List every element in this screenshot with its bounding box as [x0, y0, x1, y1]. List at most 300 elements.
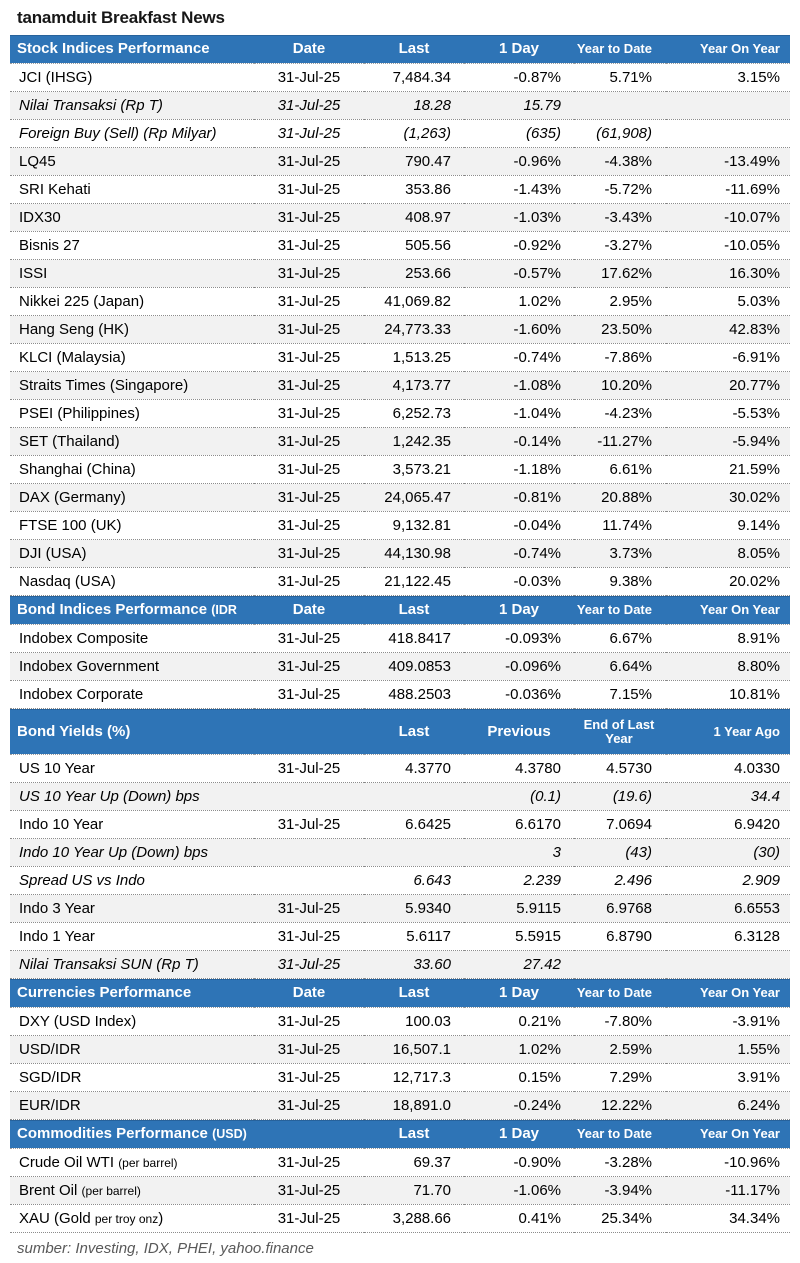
cell: 5.03%	[666, 288, 790, 316]
row-label: Nikkei 225 (Japan)	[10, 288, 254, 316]
column-header: Previous	[464, 710, 574, 755]
cell: 20.02%	[666, 568, 790, 596]
column-header: 1 Day	[464, 980, 574, 1008]
row-label: Indo 10 Year Up (Down) bps	[10, 839, 254, 867]
cell: 10.81%	[666, 681, 790, 709]
cell: 6.6170	[464, 811, 574, 839]
table-row	[10, 456, 790, 484]
cell: 31-Jul-25	[254, 204, 364, 232]
cell: -1.06%	[464, 1177, 574, 1205]
row-label: XAU (Gold per troy onz)	[10, 1205, 254, 1233]
table-row	[10, 484, 790, 512]
row-label: FTSE 100 (UK)	[10, 512, 254, 540]
column-header: Year On Year	[666, 36, 790, 64]
cell: -3.27%	[574, 232, 666, 260]
row-label: US 10 Year	[10, 755, 254, 783]
cell: 31-Jul-25	[254, 64, 364, 92]
row-label: ISSI	[10, 260, 254, 288]
cell: -0.57%	[464, 260, 574, 288]
cell: 2.909	[666, 867, 790, 895]
cell: 4.3770	[364, 755, 464, 783]
row-label: Indo 3 Year	[10, 895, 254, 923]
column-header: Year On Year	[666, 1121, 790, 1149]
table-row	[10, 951, 790, 979]
cell: 4.0330	[666, 755, 790, 783]
cell: 7,484.34	[364, 64, 464, 92]
cell	[364, 783, 464, 811]
cell: -10.96%	[666, 1149, 790, 1177]
cell: 3	[464, 839, 574, 867]
cell: 12.22%	[574, 1092, 666, 1120]
table-row	[10, 625, 790, 653]
cell: 31-Jul-25	[254, 625, 364, 653]
cell: -0.03%	[464, 568, 574, 596]
source-note: sumber: Investing, IDX, PHEI, yahoo.finance	[17, 1240, 314, 1257]
cell: 353.86	[364, 176, 464, 204]
cell: -7.86%	[574, 344, 666, 372]
table-row	[10, 1008, 790, 1036]
cell: 1,242.35	[364, 428, 464, 456]
cell: 31-Jul-25	[254, 681, 364, 709]
table-row	[10, 64, 790, 92]
cell: 11.74%	[574, 512, 666, 540]
cell: 7.29%	[574, 1064, 666, 1092]
cell: -0.093%	[464, 625, 574, 653]
cell: 6.61%	[574, 456, 666, 484]
row-label: Spread US vs Indo	[10, 867, 254, 895]
column-header: Year to Date	[574, 980, 666, 1008]
cell: 34.4	[666, 783, 790, 811]
cell: (43)	[574, 839, 666, 867]
row-label: Nilai Transaksi SUN (Rp T)	[10, 951, 254, 979]
row-label: Straits Times (Singapore)	[10, 372, 254, 400]
row-label: Indobex Government	[10, 653, 254, 681]
table-row	[10, 1092, 790, 1120]
cell: 505.56	[364, 232, 464, 260]
cell: 409.0853	[364, 653, 464, 681]
cell: 3,573.21	[364, 456, 464, 484]
cell: -3.94%	[574, 1177, 666, 1205]
cell: 31-Jul-25	[254, 400, 364, 428]
cell: 24,773.33	[364, 316, 464, 344]
cell: 31-Jul-25	[254, 1092, 364, 1120]
cell: 3,288.66	[364, 1205, 464, 1233]
table-bond-indices	[10, 596, 790, 709]
column-header	[254, 1121, 364, 1149]
cell: 71.70	[364, 1177, 464, 1205]
cell: -1.04%	[464, 400, 574, 428]
table-row	[10, 288, 790, 316]
row-label: Indo 10 Year	[10, 811, 254, 839]
cell: (635)	[464, 120, 574, 148]
row-label: IDX30	[10, 204, 254, 232]
cell: 31-Jul-25	[254, 568, 364, 596]
row-label: Shanghai (China)	[10, 456, 254, 484]
cell: -1.08%	[464, 372, 574, 400]
table-row	[10, 400, 790, 428]
table-row	[10, 811, 790, 839]
table-row	[10, 568, 790, 596]
cell: 9.38%	[574, 568, 666, 596]
cell: 31-Jul-25	[254, 653, 364, 681]
row-label: SGD/IDR	[10, 1064, 254, 1092]
cell: -4.23%	[574, 400, 666, 428]
row-label: JCI (IHSG)	[10, 64, 254, 92]
cell: -11.27%	[574, 428, 666, 456]
table-row	[10, 923, 790, 951]
row-label: Hang Seng (HK)	[10, 316, 254, 344]
cell: 1,513.25	[364, 344, 464, 372]
column-header: Last	[364, 597, 464, 625]
cell: 31-Jul-25	[254, 1008, 364, 1036]
row-label: USD/IDR	[10, 1036, 254, 1064]
cell: 27.42	[464, 951, 574, 979]
table-row	[10, 1036, 790, 1064]
cell: 42.83%	[666, 316, 790, 344]
table-row	[10, 148, 790, 176]
cell: 488.2503	[364, 681, 464, 709]
cell: 3.15%	[666, 64, 790, 92]
row-label: Indobex Corporate	[10, 681, 254, 709]
cell: 4.3780	[464, 755, 574, 783]
row-label: Nilai Transaksi (Rp T)	[10, 92, 254, 120]
cell: 15.79	[464, 92, 574, 120]
table-row	[10, 1205, 790, 1233]
cell: 6.8790	[574, 923, 666, 951]
column-header: Last	[364, 36, 464, 64]
table-row	[10, 316, 790, 344]
table-row	[10, 512, 790, 540]
cell: -3.43%	[574, 204, 666, 232]
cell: -0.74%	[464, 344, 574, 372]
row-label: Brent Oil (per barrel)	[10, 1177, 254, 1205]
table-row	[10, 681, 790, 709]
cell: 31-Jul-25	[254, 951, 364, 979]
section-title: Stock Indices Performance	[10, 36, 254, 64]
cell: 0.41%	[464, 1205, 574, 1233]
cell: 5.5915	[464, 923, 574, 951]
row-label: Nasdaq (USA)	[10, 568, 254, 596]
row-label: Foreign Buy (Sell) (Rp Milyar)	[10, 120, 254, 148]
cell: 31-Jul-25	[254, 811, 364, 839]
cell: -1.43%	[464, 176, 574, 204]
cell: 2.239	[464, 867, 574, 895]
table-row	[10, 1177, 790, 1205]
cell: 31-Jul-25	[254, 1149, 364, 1177]
cell: 30.02%	[666, 484, 790, 512]
column-header	[254, 710, 364, 755]
cell: 0.15%	[464, 1064, 574, 1092]
cell: 100.03	[364, 1008, 464, 1036]
cell: 31-Jul-25	[254, 260, 364, 288]
row-label: Crude Oil WTI (per barrel)	[10, 1149, 254, 1177]
cell: -0.92%	[464, 232, 574, 260]
cell: 69.37	[364, 1149, 464, 1177]
table-row	[10, 372, 790, 400]
cell: -0.87%	[464, 64, 574, 92]
cell: 1.02%	[464, 288, 574, 316]
table-row	[10, 755, 790, 783]
cell: 0.21%	[464, 1008, 574, 1036]
cell: (61,908)	[574, 120, 666, 148]
cell: 18,891.0	[364, 1092, 464, 1120]
cell: 31-Jul-25	[254, 92, 364, 120]
row-label: Indobex Composite	[10, 625, 254, 653]
cell: 31-Jul-25	[254, 923, 364, 951]
cell: 31-Jul-25	[254, 512, 364, 540]
table-row	[10, 260, 790, 288]
cell: (1,263)	[364, 120, 464, 148]
column-header: Last	[364, 980, 464, 1008]
cell: -3.91%	[666, 1008, 790, 1036]
cell: 2.59%	[574, 1036, 666, 1064]
cell: 23.50%	[574, 316, 666, 344]
column-header: Year to Date	[574, 1121, 666, 1149]
cell: 6.64%	[574, 653, 666, 681]
cell: 21.59%	[666, 456, 790, 484]
table-stock-indices	[10, 35, 790, 596]
table-commodities	[10, 1120, 790, 1233]
cell: -0.81%	[464, 484, 574, 512]
page-title: tanamduit Breakfast News	[17, 8, 225, 27]
cell: -1.60%	[464, 316, 574, 344]
cell: -11.69%	[666, 176, 790, 204]
section-header-row	[10, 980, 790, 1008]
row-label: PSEI (Philippines)	[10, 400, 254, 428]
cell: 790.47	[364, 148, 464, 176]
cell	[574, 951, 666, 979]
cell: 31-Jul-25	[254, 1205, 364, 1233]
row-label: LQ45	[10, 148, 254, 176]
cell: 6.6425	[364, 811, 464, 839]
column-header: Last	[364, 1121, 464, 1149]
cell: -3.28%	[574, 1149, 666, 1177]
cell: 8.80%	[666, 653, 790, 681]
cell: 9,132.81	[364, 512, 464, 540]
cell	[254, 867, 364, 895]
row-label: SET (Thailand)	[10, 428, 254, 456]
cell: -6.91%	[666, 344, 790, 372]
cell: 17.62%	[574, 260, 666, 288]
cell: 6.67%	[574, 625, 666, 653]
cell	[254, 839, 364, 867]
section-header-row	[10, 36, 790, 64]
column-header: Date	[254, 597, 364, 625]
column-header: 1 Day	[464, 36, 574, 64]
cell: 6,252.73	[364, 400, 464, 428]
table-currencies	[10, 979, 790, 1120]
cell: 16,507.1	[364, 1036, 464, 1064]
table-row	[10, 653, 790, 681]
cell: (19.6)	[574, 783, 666, 811]
cell: 31-Jul-25	[254, 232, 364, 260]
column-header: 1 Day	[464, 1121, 574, 1149]
cell: 24,065.47	[364, 484, 464, 512]
cell: 20.88%	[574, 484, 666, 512]
cell: 41,069.82	[364, 288, 464, 316]
row-label: SRI Kehati	[10, 176, 254, 204]
cell: 31-Jul-25	[254, 484, 364, 512]
cell: 31-Jul-25	[254, 755, 364, 783]
cell: 20.77%	[666, 372, 790, 400]
section-title: Commodities Performance (USD)	[10, 1121, 254, 1149]
cell: 3.91%	[666, 1064, 790, 1092]
cell: -0.14%	[464, 428, 574, 456]
cell: 18.28	[364, 92, 464, 120]
cell: -4.38%	[574, 148, 666, 176]
cell: (0.1)	[464, 783, 574, 811]
cell: -10.07%	[666, 204, 790, 232]
cell: 31-Jul-25	[254, 428, 364, 456]
cell: 31-Jul-25	[254, 344, 364, 372]
table-row	[10, 540, 790, 568]
cell: 31-Jul-25	[254, 120, 364, 148]
table-row	[10, 783, 790, 811]
cell: 31-Jul-25	[254, 148, 364, 176]
cell: 31-Jul-25	[254, 288, 364, 316]
column-header: Year On Year	[666, 980, 790, 1008]
cell: 253.66	[364, 260, 464, 288]
row-label: DJI (USA)	[10, 540, 254, 568]
row-label: Indo 1 Year	[10, 923, 254, 951]
cell: 1.55%	[666, 1036, 790, 1064]
column-header: Year to Date	[574, 597, 666, 625]
cell: 25.34%	[574, 1205, 666, 1233]
cell: 33.60	[364, 951, 464, 979]
cell: -0.04%	[464, 512, 574, 540]
column-header: 1 Year Ago	[666, 710, 790, 755]
cell: 6.6553	[666, 895, 790, 923]
section-title: Bond Indices Performance (IDR	[10, 597, 254, 625]
column-header: Last	[364, 710, 464, 755]
cell: -0.74%	[464, 540, 574, 568]
cell: 6.9420	[666, 811, 790, 839]
cell: -1.18%	[464, 456, 574, 484]
cell	[574, 92, 666, 120]
cell: -0.90%	[464, 1149, 574, 1177]
section-title: Bond Yields (%)	[10, 710, 254, 755]
cell: -5.94%	[666, 428, 790, 456]
cell: 408.97	[364, 204, 464, 232]
cell: 31-Jul-25	[254, 372, 364, 400]
cell: 4,173.77	[364, 372, 464, 400]
table-row	[10, 895, 790, 923]
cell: 31-Jul-25	[254, 895, 364, 923]
cell: 1.02%	[464, 1036, 574, 1064]
table-row	[10, 867, 790, 895]
cell	[254, 783, 364, 811]
cell: -0.96%	[464, 148, 574, 176]
table-bond-yields	[10, 709, 790, 979]
cell: 31-Jul-25	[254, 1064, 364, 1092]
row-label: EUR/IDR	[10, 1092, 254, 1120]
section-title: Currencies Performance	[10, 980, 254, 1008]
cell: 7.15%	[574, 681, 666, 709]
cell	[666, 120, 790, 148]
table-row	[10, 1149, 790, 1177]
cell: 5.9115	[464, 895, 574, 923]
cell: (30)	[666, 839, 790, 867]
cell: 6.3128	[666, 923, 790, 951]
cell: 34.34%	[666, 1205, 790, 1233]
table-row	[10, 92, 790, 120]
cell: -1.03%	[464, 204, 574, 232]
cell	[666, 951, 790, 979]
cell: 6.9768	[574, 895, 666, 923]
table-row	[10, 344, 790, 372]
cell: 3.73%	[574, 540, 666, 568]
column-header: Year On Year	[666, 597, 790, 625]
cell: 5.71%	[574, 64, 666, 92]
cell: 31-Jul-25	[254, 316, 364, 344]
cell: 8.91%	[666, 625, 790, 653]
cell: -5.53%	[666, 400, 790, 428]
cell: -10.05%	[666, 232, 790, 260]
row-label: DAX (Germany)	[10, 484, 254, 512]
cell: 8.05%	[666, 540, 790, 568]
tables-container	[10, 35, 790, 1233]
table-row	[10, 839, 790, 867]
cell: -0.096%	[464, 653, 574, 681]
cell: 2.496	[574, 867, 666, 895]
cell: 5.9340	[364, 895, 464, 923]
cell	[364, 839, 464, 867]
cell: -0.24%	[464, 1092, 574, 1120]
row-label: KLCI (Malaysia)	[10, 344, 254, 372]
cell: 31-Jul-25	[254, 540, 364, 568]
cell: -5.72%	[574, 176, 666, 204]
cell: 44,130.98	[364, 540, 464, 568]
cell: 4.5730	[574, 755, 666, 783]
column-header: 1 Day	[464, 597, 574, 625]
column-header: Date	[254, 980, 364, 1008]
cell: -7.80%	[574, 1008, 666, 1036]
cell: -0.036%	[464, 681, 574, 709]
cell: 5.6117	[364, 923, 464, 951]
section-header-row	[10, 710, 790, 755]
row-label: US 10 Year Up (Down) bps	[10, 783, 254, 811]
table-row	[10, 232, 790, 260]
cell: 6.643	[364, 867, 464, 895]
section-header-row	[10, 597, 790, 625]
cell: 418.8417	[364, 625, 464, 653]
column-header: Year to Date	[574, 36, 666, 64]
cell: 7.0694	[574, 811, 666, 839]
cell	[666, 92, 790, 120]
column-header: Date	[254, 36, 364, 64]
column-header: End of Last Year	[574, 710, 666, 755]
cell: 31-Jul-25	[254, 456, 364, 484]
cell: 31-Jul-25	[254, 176, 364, 204]
cell: 9.14%	[666, 512, 790, 540]
section-header-row	[10, 1121, 790, 1149]
row-label: Bisnis 27	[10, 232, 254, 260]
cell: 31-Jul-25	[254, 1177, 364, 1205]
cell: 16.30%	[666, 260, 790, 288]
table-row	[10, 204, 790, 232]
table-row	[10, 428, 790, 456]
cell: 10.20%	[574, 372, 666, 400]
cell: 31-Jul-25	[254, 1036, 364, 1064]
cell: 12,717.3	[364, 1064, 464, 1092]
cell: 21,122.45	[364, 568, 464, 596]
table-row	[10, 120, 790, 148]
cell: -13.49%	[666, 148, 790, 176]
cell: 2.95%	[574, 288, 666, 316]
cell: -11.17%	[666, 1177, 790, 1205]
table-row	[10, 1064, 790, 1092]
table-row	[10, 176, 790, 204]
